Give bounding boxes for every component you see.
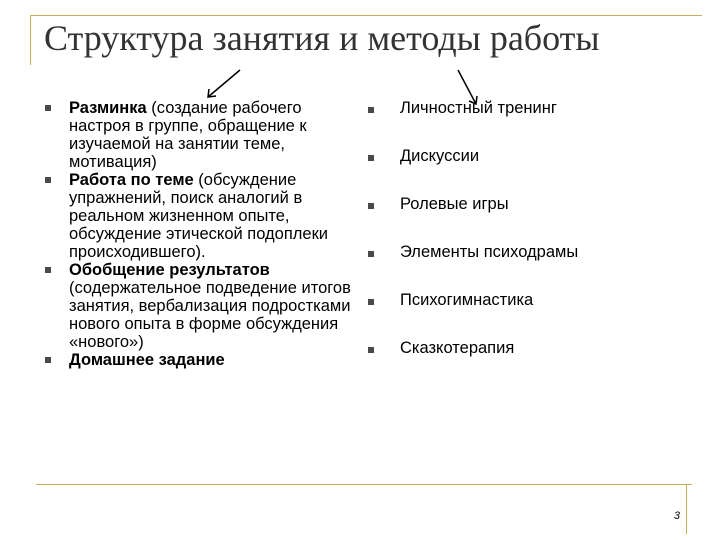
slide-title: Структура занятия и методы работы bbox=[44, 18, 600, 58]
bullet-icon bbox=[45, 267, 51, 273]
bullet-icon bbox=[368, 155, 374, 161]
bullet-icon bbox=[368, 251, 374, 257]
bullet-icon bbox=[45, 177, 51, 183]
method-item-label: Дискуссии bbox=[400, 147, 480, 165]
method-item-label: Ролевые игры bbox=[400, 195, 509, 213]
footer-right-line bbox=[686, 484, 687, 534]
bullet-icon bbox=[368, 107, 374, 113]
structure-item bbox=[44, 261, 354, 351]
method-item-label: Личностный тренинг bbox=[400, 99, 557, 117]
bullet-icon bbox=[368, 299, 374, 305]
method-item bbox=[364, 147, 694, 165]
bullet-icon bbox=[368, 203, 374, 209]
method-item-label: Сказкотерапия bbox=[400, 339, 515, 357]
structure-list bbox=[44, 99, 354, 369]
structure-item bbox=[44, 99, 354, 171]
method-item bbox=[364, 99, 694, 117]
structure-item-label: Разминка bbox=[69, 99, 147, 117]
structure-item-label: Обобщение результатов bbox=[69, 261, 270, 279]
bullet-icon bbox=[45, 105, 51, 111]
method-item bbox=[364, 291, 694, 309]
structure-item bbox=[44, 351, 354, 369]
structure-item-label: Домашнее задание bbox=[69, 351, 225, 369]
methods-list bbox=[364, 99, 694, 387]
structure-item-text: (содержательное подведение итогов занятия, вербализация подростками нового опыта в форме обсуждения «нового») bbox=[69, 279, 351, 351]
page-number: 3 bbox=[673, 510, 680, 522]
structure-item-label: Работа по теме bbox=[69, 171, 194, 189]
method-item-label: Элементы психодрамы bbox=[400, 243, 579, 261]
bullet-icon bbox=[368, 347, 374, 353]
method-item-label: Психогимнастика bbox=[400, 291, 534, 309]
left-arrow-icon bbox=[208, 70, 240, 97]
footer-line bbox=[36, 484, 692, 485]
structure-item-text: (создание рабочего настроя в группе, обращение к изучаемой на занятии теме, мотивация) bbox=[69, 99, 307, 171]
method-item bbox=[364, 243, 694, 261]
structure-item-text: (обсуждение упражнений, поиск аналогий в реальном жизненном опыте, обсуждение этической подоплеки происходившего). bbox=[69, 171, 329, 261]
bullet-icon bbox=[45, 357, 51, 363]
method-item bbox=[364, 195, 694, 213]
method-item bbox=[364, 339, 694, 357]
structure-item bbox=[44, 171, 354, 261]
